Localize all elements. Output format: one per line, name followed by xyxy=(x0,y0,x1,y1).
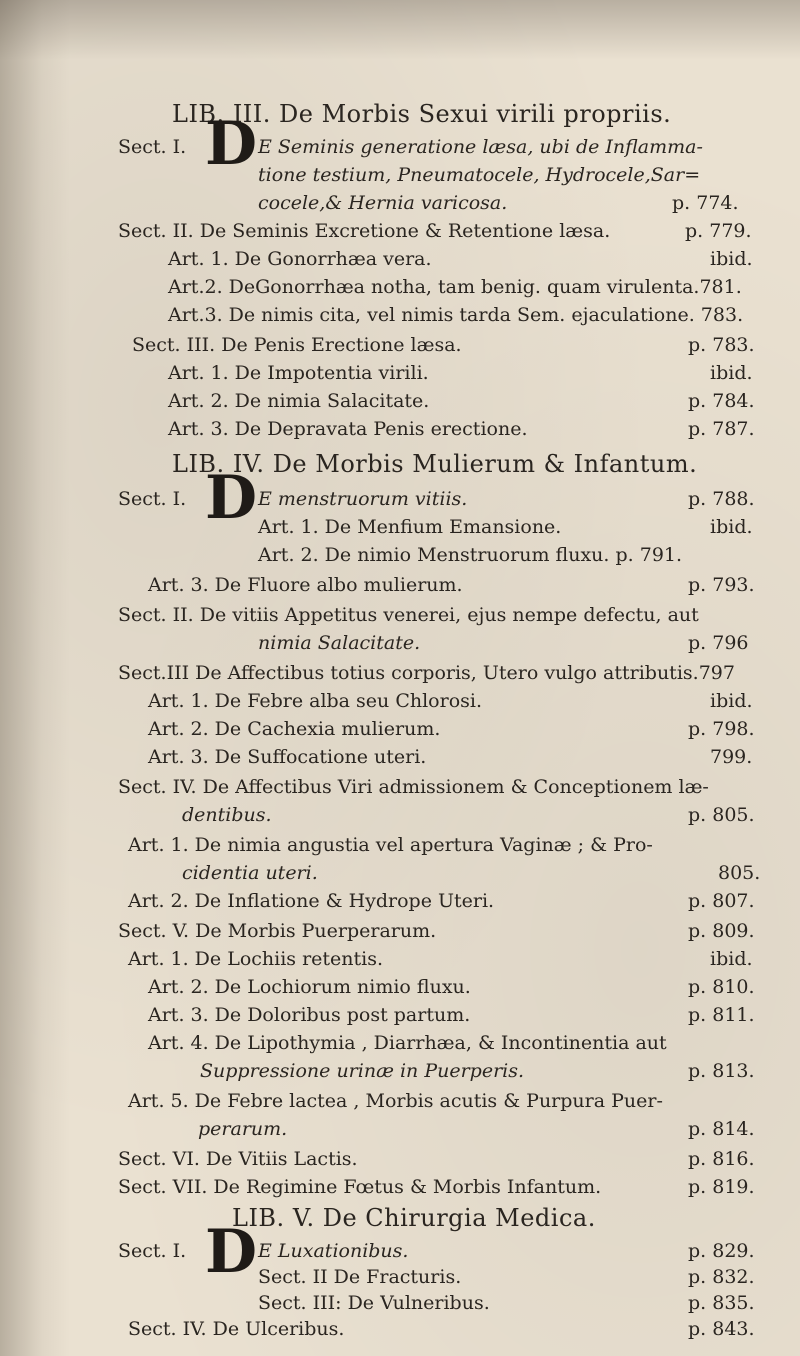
page-binding-shadow xyxy=(0,0,70,1356)
page-ref: p. 813. xyxy=(688,1060,755,1082)
section-label: Sect. I. xyxy=(118,488,187,510)
page-ref: p. 807. xyxy=(688,890,755,912)
page-ref: ibid. xyxy=(710,516,753,538)
page-ref: p. 809. xyxy=(688,920,755,942)
page-ref: p. 784. xyxy=(688,390,755,412)
toc-line: E menstruorum vitiis. xyxy=(258,488,468,510)
toc-line: Art.2. DeGonorrhæa notha, tam benig. quam virulenta.781. xyxy=(168,276,742,298)
page-ref: ibid. xyxy=(710,690,753,712)
page-ref: p. 835. xyxy=(688,1292,755,1314)
toc-line: Art. 3. De Suffocatione uteri. xyxy=(148,746,427,768)
page-ref: p. 832. xyxy=(688,1266,755,1288)
toc-line: Sect. III. De Penis Erectione læsa. xyxy=(132,334,462,356)
toc-line: Sect. VI. De Vitiis Lactis. xyxy=(118,1148,358,1170)
page-ref: ibid. xyxy=(710,248,753,270)
book-heading-lib-4: LIB. IV. De Morbis Mulierum & Infantum. xyxy=(172,450,698,478)
toc-line: Art. 2. De Cachexia mulierum. xyxy=(148,718,441,740)
page-ref: p. 816. xyxy=(688,1148,755,1170)
toc-line: Sect. VII. De Regimine Fœtus & Morbis Infantum. xyxy=(118,1176,602,1198)
page-ref: 805. xyxy=(718,862,761,884)
toc-line: perarum. xyxy=(198,1118,288,1140)
toc-line: Art. 2. De nimio Menstruorum fluxu. p. 791. xyxy=(258,544,683,566)
toc-line: Art. 1. De Febre alba seu Chlorosi. xyxy=(148,690,483,712)
toc-line: Art. 1. De Lochiis retentis. xyxy=(128,948,384,970)
page-ref: p. 811. xyxy=(688,1004,755,1026)
page-ref: ibid. xyxy=(710,362,753,384)
page-ref: p. 829. xyxy=(688,1240,755,1262)
toc-line: Art. 1. De nimia angustia vel apertura Vaginæ ; & Pro- xyxy=(128,834,653,856)
toc-line: Art. 2. De Inflatione & Hydrope Uteri. xyxy=(128,890,495,912)
toc-line: Art. 2. De nimia Salacitate. xyxy=(168,390,430,412)
toc-line: Sect. IV. De Affectibus Viri admissionem & Conceptionem læ- xyxy=(118,776,709,798)
page-ref: p. 783. xyxy=(688,334,755,356)
toc-line: Art. 1. De Gonorrhæa vera. xyxy=(168,248,432,270)
toc-line: cidentia uteri. xyxy=(182,862,318,884)
toc-line: nimia Salacitate. xyxy=(258,632,421,654)
section-label: Sect. I. xyxy=(118,1240,187,1262)
toc-line: Art. 1. De Impotentia virili. xyxy=(168,362,429,384)
toc-line: cocele,& Hernia varicosa. xyxy=(258,192,508,214)
toc-line: Sect.III De Affectibus totius corporis, Utero vulgo attributis.797 xyxy=(118,662,735,684)
page-ref: 799. xyxy=(710,746,753,768)
page-ref: p. 843. xyxy=(688,1318,755,1340)
page-ref: p. 787. xyxy=(688,418,755,440)
toc-line: Sect. II. De Seminis Excretione & Retentione læsa. xyxy=(118,220,611,242)
toc-line: Sect. III: De Vulneribus. xyxy=(258,1292,490,1314)
toc-line: Art.3. De nimis cita, vel nimis tarda Sem. ejaculatione. 783. xyxy=(168,304,744,326)
toc-line: Sect. II De Fracturis. xyxy=(258,1266,462,1288)
book-heading-lib-5: LIB. V. De Chirurgia Medica. xyxy=(232,1204,596,1232)
toc-line: Art. 2. De Lochiorum nimio fluxu. xyxy=(148,976,471,998)
toc-line: Art. 1. De Menfium Emansione. xyxy=(258,516,562,538)
toc-line: dentibus. xyxy=(182,804,272,826)
toc-line: Art. 3. De Depravata Penis erectione. xyxy=(168,418,528,440)
toc-line: Art. 5. De Febre lactea , Morbis acutis & Purpura Puer- xyxy=(128,1090,663,1112)
toc-line: Sect. V. De Morbis Puerperarum. xyxy=(118,920,437,942)
drop-cap-letter: D xyxy=(205,463,258,533)
toc-line: Sect. IV. De Ulceribus. xyxy=(128,1318,345,1340)
section-label: Sect. I. xyxy=(118,136,187,158)
page-ref: p. 819. xyxy=(688,1176,755,1198)
toc-line: Art. 3. De Doloribus post partum. xyxy=(148,1004,471,1026)
page-ref: p. 793. xyxy=(688,574,755,596)
page-ref: p. 805. xyxy=(688,804,755,826)
page-ref: p. 810. xyxy=(688,976,755,998)
toc-line: Sect. II. De vitiis Appetitus venerei, ejus nempe defectu, aut xyxy=(118,604,699,626)
page-ref: ibid. xyxy=(710,948,753,970)
toc-line: Art. 4. De Lipothymia , Diarrhæa, & Incontinentia aut xyxy=(148,1032,667,1054)
toc-line: Suppressione urinæ in Puerperis. xyxy=(200,1060,525,1082)
page-top-shadow xyxy=(0,0,800,60)
toc-line: E Seminis generatione læsa, ubi de Inflamma- xyxy=(258,136,703,158)
drop-cap-letter: D xyxy=(205,1217,258,1287)
toc-line: tione testium, Pneumatocele, Hydrocele,Sar= xyxy=(258,164,701,186)
page-ref: p. 788. xyxy=(688,488,755,510)
page-ref: p. 798. xyxy=(688,718,755,740)
page-ref: p. 814. xyxy=(688,1118,755,1140)
toc-line: Art. 3. De Fluore albo mulierum. xyxy=(148,574,463,596)
drop-cap-letter: D xyxy=(205,109,258,179)
toc-line: E Luxationibus. xyxy=(258,1240,409,1262)
page-ref: p. 796 xyxy=(688,632,749,654)
page-ref: p. 774. xyxy=(672,192,739,214)
page-ref: p. 779. xyxy=(685,220,752,242)
book-heading-lib-3: LIB. III. De Morbis Sexui virili propriis. xyxy=(172,100,672,128)
